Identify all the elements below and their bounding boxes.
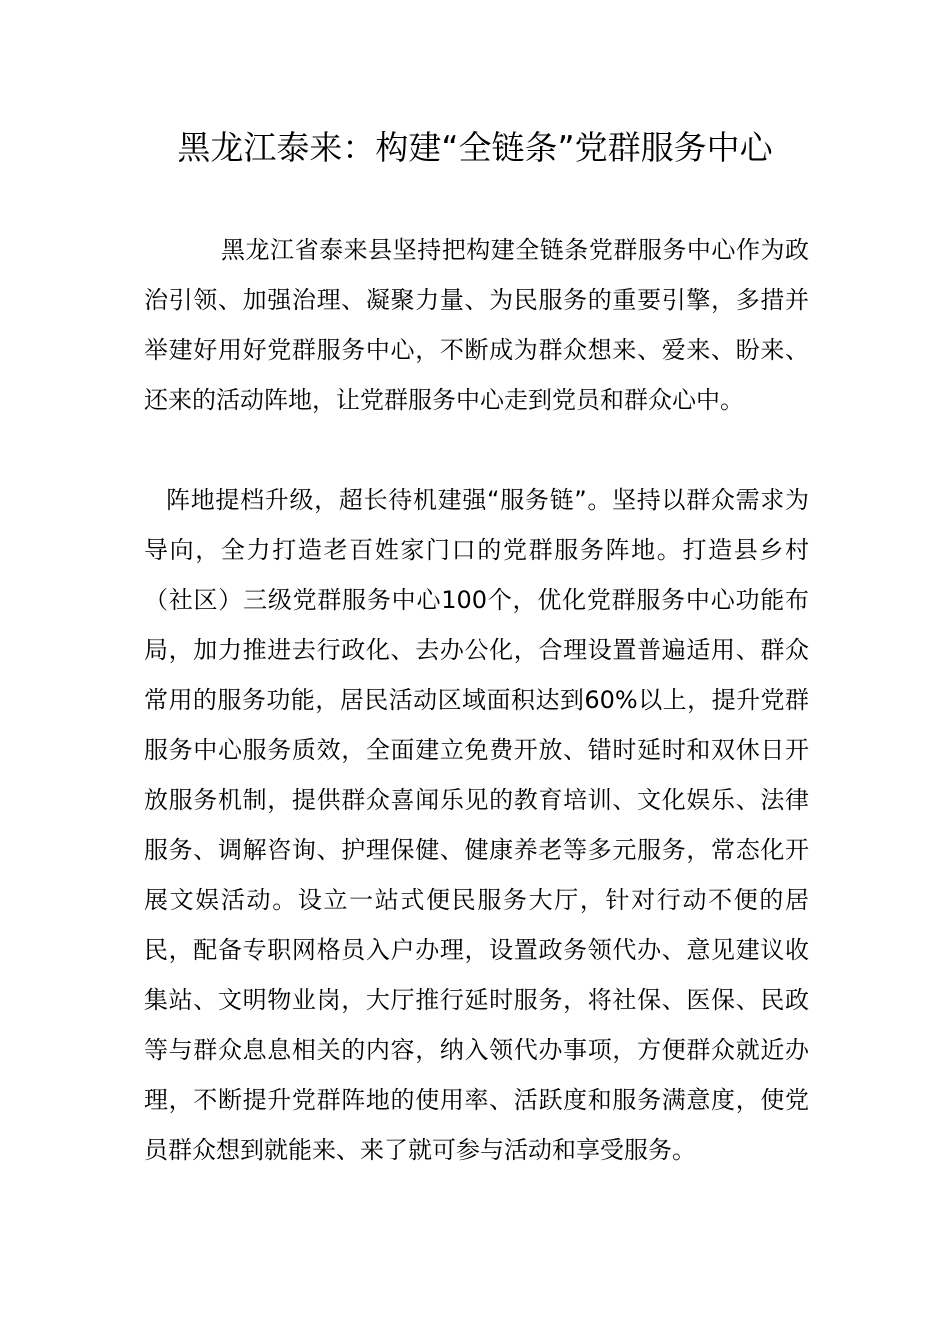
paragraph-service-chain: 阵地提档升级，超长待机建强“服务链”。坚持以群众需求为导向，全力打造老百姓家门口的党群服务阵地。打造县乡村（社区）三级党群服务中心100个，优化党群服务中心功能布局，加力推进去行政化、去办公化，合理设置普遍适用、群众常用的服务功能，居民活动区域面积达到60%以上，提升党群服务中心服务质效，全面建立免费开放、错时延时和双休日开放服务机制，提供群众喜闻乐见的教育培训、文化娱乐、法律服务、调解咨询、护理保健、健康养老等多元服务，常态化开展文娱活动。设立一站式便民服务大厅，针对行动不便的居民，配备专职网格员入户办理，设置政务领代办、意见建议收集站、文明物业岗，大厅推行延时服务，将社保、医保、民政等与群众息息相关的内容，纳入领代办事项，方便群众就近办理，不断提升党群阵地的使用率、活跃度和服务满意度，使党员群众想到就能来、来了就可参与活动和享受服务。: [144, 486, 809, 1164]
document-title: 黑龙江泰来：构建“全链条”党群服务中心: [177, 128, 773, 167]
paragraph-intro: 黑龙江省泰来县坚持把构建全链条党群服务中心作为政治引领、加强治理、凝聚力量、为民服务的重要引擎，多措并举建好用好党群服务中心，不断成为群众想来、爱来、盼来、还来的活动阵地，让党群服务中心走到党员和群众心中。: [144, 236, 809, 414]
